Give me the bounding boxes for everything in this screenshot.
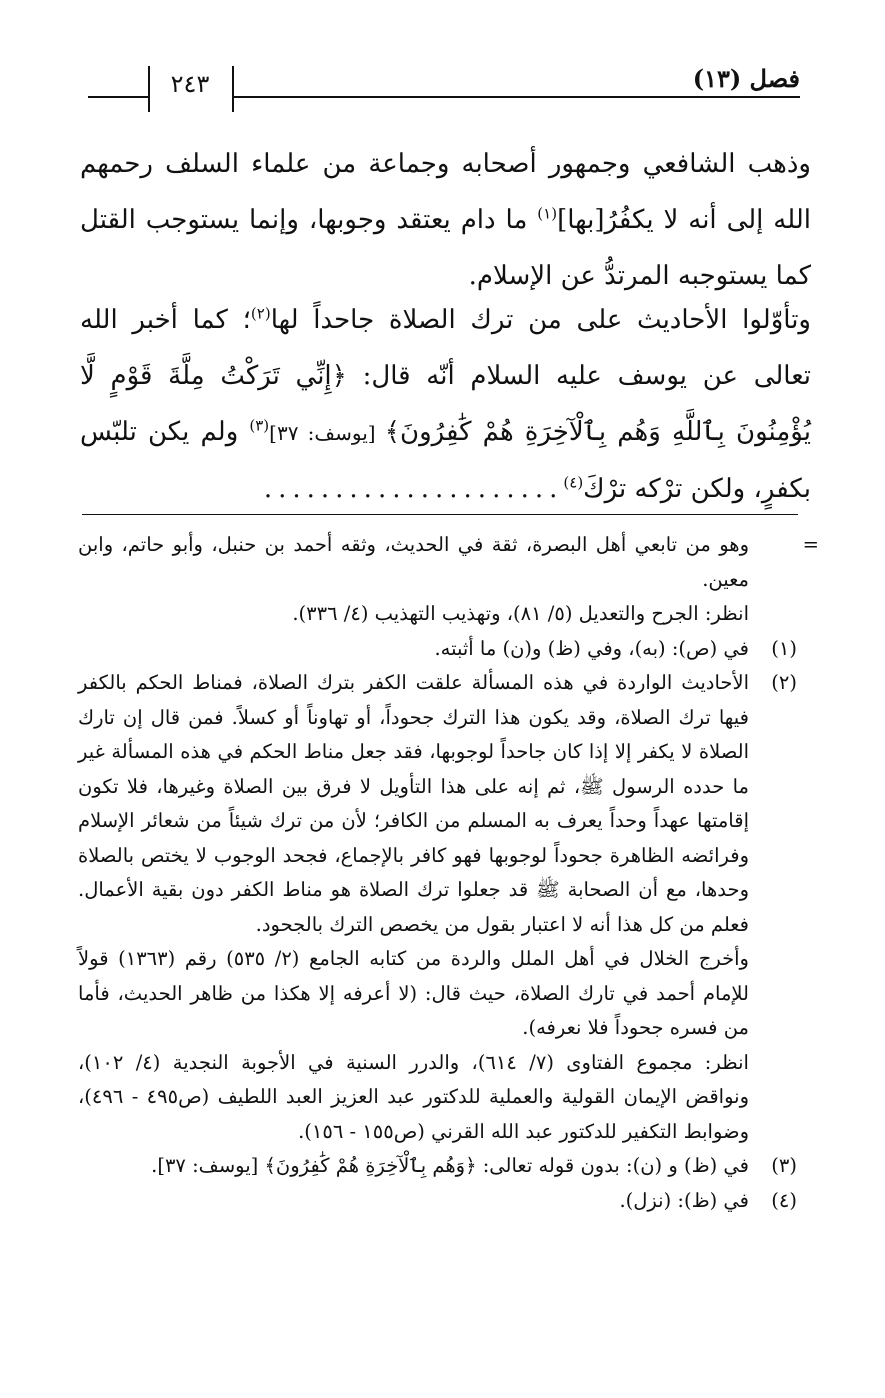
body-paragraph-2 (80, 292, 811, 517)
footnote-separator (82, 514, 798, 515)
header-rule (232, 96, 800, 98)
footnote-number: (٢) (771, 671, 797, 694)
page-number: ٢٤٣ (170, 70, 210, 98)
footnote-marker: (٢) (250, 304, 271, 323)
continuation-mark: = (802, 533, 819, 556)
footnote-marker: (١) (537, 204, 558, 223)
footnote-text: انظر: مجموع الفتاوى (٧/ ٦١٤)، والدرر السنية في الأجوبة النجدية (٤/ ١٠٢)، ونواقض الإيمان القولية والعملية للدكتور عبد العزيز العبد اللطيف (ص٤٩٥ - ٤٩٦)، وضوابط التكفير للدكتور عبد الله القرني (ص١٥٥ - ١٥٦). (78, 1050, 749, 1143)
footnote-number: (١) (771, 636, 797, 660)
quran-quote: ﴿إِنِّي تَرَكْتُ مِلَّةَ قَوْمٍ لَّا يُؤْمِنُونَ بِٱللَّهِ وَهُم بِٱلْآخِرَةِ هُمْ كَٰفِرُونَ﴾ (80, 361, 811, 447)
footnote-4 (78, 1184, 797, 1219)
footnote-text: الأحاديث الواردة في هذه المسألة علقت الكفر بترك الصلاة، فمناط الحكم بالكفر فيها ترك الصلاة، وقد يكون هذا الترك جحوداً، أو تهاوناً أو كسلاً. فمن قال إن تارك الصلاة لا يكفر إلا إذا كان جاحداً لوجوبها، فقد جعل مناط الحكم في هذه المسألة غير ما حدده الرسول ﷺ، ثم إنه على هذا التأويل لا فرق بين الصلاة وغيرها، فلا تكون إقامتها عهداً وحداً يعرف به المسلم من الكافر؛ لأن من ترك شيئاً من شعائر الإسلام وفرائضه الظاهرة جحوداً لوجوبها فهو كافر بالإجماع، فجحد الوجوب لا يختص بالصلاة وحدها، مع أن الصحابة ﷺ قد جعلوا ترك الصلاة هو مناط الكفر دون بقية الأعمال. فعلم من كل هذا أنه لا اعتبار بقول من يخصص الترك بالجحود. (78, 671, 749, 936)
continuation-dots: ..................... (263, 474, 564, 504)
quran-reference: [يوسف: ٣٧] (269, 421, 385, 445)
footnote-number: (٣) (771, 1154, 797, 1177)
footnote-3 (78, 1149, 797, 1184)
footnote-continued (78, 528, 819, 632)
footnote-1 (78, 632, 797, 667)
footnote-text: انظر: الجرح والتعديل (٥/ ٨١)، وتهذيب التهذيب (٤/ ٣٣٦). (292, 602, 749, 625)
footnotes (78, 528, 819, 1218)
footnote-text: في (ظ) و (ن): بدون قوله تعالى: ﴿وَهُم بِٱلْآخِرَةِ هُمْ كَٰفِرُونَ﴾ [يوسف: ٣٧]. (151, 1154, 749, 1177)
header-divider (232, 66, 234, 112)
paragraph-text: وذهب الشافعي وجمهور أصحابه وجماعة من علماء السلف رحمهم الله إلى أنه لا يكفُرُ[بها] (80, 149, 811, 235)
body-paragraph-1 (80, 136, 811, 304)
footnote-text: وأخرج الخلال في أهل الملل والردة من كتابه الجامع (٢/ ٥٣٥) رقم (١٣٦٣) قولاً للإمام أحمد في تارك الصلاة، حيث قال: (لا أعرفه إلا هكذا من ظاهر الحديث، فأما من فسره جحوداً فلا نعرفه). (78, 947, 749, 1039)
footnote-text: في (ص): (به)، وفي (ظ) و(ن) ما أثبته. (434, 636, 749, 660)
footnote-2 (78, 666, 797, 1149)
footnote-marker: (٤) (563, 473, 584, 492)
header-rule-left (88, 96, 148, 98)
footnote-text: في (ظ): (نزل). (619, 1188, 749, 1212)
footnote-marker: (٣) (249, 416, 270, 435)
paragraph-text: ما دام يعتقد وجوبها، وإنما يستوجب القتل كما يستوجبه المرتدُّ عن الإسلام. (80, 205, 811, 291)
chapter-title: فصل (١٣) (692, 64, 800, 93)
footnote-number: (٤) (771, 1188, 797, 1212)
footnote-text: وهو من تابعي أهل البصرة، ثقة في الحديث، وثقه أحمد بن حنبل، وأبو حاتم، وابن معين. (78, 533, 749, 591)
running-header (88, 58, 800, 114)
paragraph-text: ؛ كما أخبر الله تعالى عن يوسف عليه السلام أنّه قال: (80, 305, 811, 391)
paragraph-text: ولم يكن تلبّس بكفرٍ، ولكن ترْكه ترْكَ (80, 417, 811, 504)
paragraph-text: وتأوّلوا الأحاديث على من ترك الصلاة جاحداً لها (270, 305, 811, 335)
